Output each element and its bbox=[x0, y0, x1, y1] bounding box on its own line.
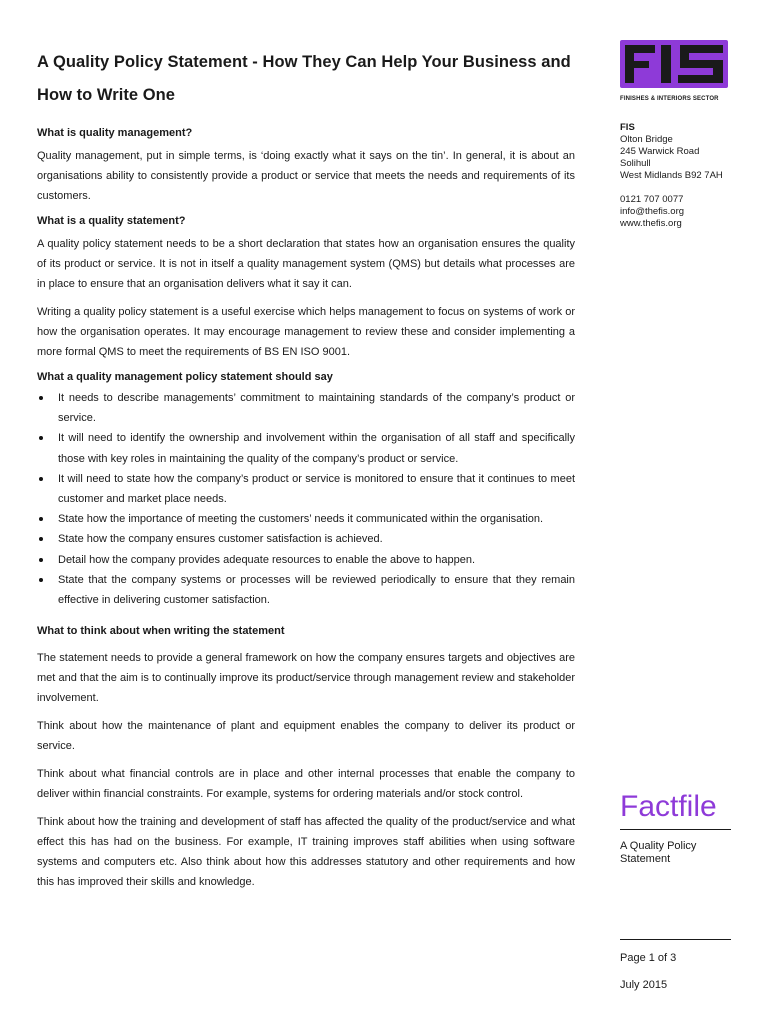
address-block bbox=[620, 134, 732, 182]
factfile-subtitle: A Quality Policy Statement bbox=[620, 840, 697, 865]
section-heading-quality-management: What is quality management? bbox=[37, 127, 193, 139]
contact-block bbox=[620, 194, 732, 230]
address-line: Solihull bbox=[620, 158, 651, 169]
sidebar bbox=[620, 40, 732, 230]
logo-tagline: FINISHES & INTERIORS SECTOR bbox=[620, 96, 719, 102]
bullet-list bbox=[37, 388, 575, 610]
list-item: State how the company ensures customer satisfaction is achieved. bbox=[37, 529, 575, 549]
website-link[interactable]: www.thefis.org bbox=[620, 218, 682, 229]
divider bbox=[620, 939, 731, 940]
paragraph: Think about how the training and development of staff has affected the quality of the product/service and what effect this has had on the business. For example, IT training improves staff abilities when using software systems and computers etc. Also think about how this addresses statutory and other requirements and how this has improved their skills and knowledge. bbox=[37, 816, 575, 889]
page-number: Page 1 of 3 bbox=[620, 952, 677, 964]
phone-number: 0121 707 0077 bbox=[620, 194, 684, 205]
address-line: West Midlands B92 7AH bbox=[620, 170, 723, 181]
paragraph: Writing a quality policy statement is a useful exercise which helps management to focus on systems of work or how the organisation operates. It may encourage management to review these and consider implementing a more formal QMS to meet the requirements of BS EN ISO 9001. bbox=[37, 306, 575, 358]
list-item: State that the company systems or processes will be reviewed periodically to ensure that they remain effective in delivering customer satisfaction. bbox=[37, 570, 575, 610]
factfile-title: Factfile bbox=[620, 790, 717, 823]
org-name: FIS bbox=[620, 122, 635, 133]
address-line: Olton Bridge bbox=[620, 134, 673, 145]
section-heading-policy-should-say: What a quality management policy statement should say bbox=[37, 371, 333, 383]
divider bbox=[620, 829, 731, 830]
paragraph: Quality management, put in simple terms, is ‘doing exactly what it says on the tin’. In general, it is about an organisations ability to consistently provide a product or service that meets the needs and requirements of its customers. bbox=[37, 150, 575, 202]
paragraph: Think about what financial controls are in place and other internal processes that enable the company to deliver within financial constraints. For example, systems for ordering materials and/or stock control. bbox=[37, 768, 575, 801]
section-heading-quality-statement: What is a quality statement? bbox=[37, 215, 186, 227]
paragraph: The statement needs to provide a general framework on how the company ensures targets and objectives are met and that the aim is to continually improve its product/service through management review and stakeholder involvement. bbox=[37, 652, 575, 705]
list-item: Detail how the company provides adequate resources to enable the above to happen. bbox=[37, 550, 575, 570]
list-item: It will need to identify the ownership and involvement within the organisation of all staff and specifically those with key roles in maintaining the quality of the company’s product or service. bbox=[37, 428, 575, 468]
document-title: A Quality Policy Statement - How They Can Help Your Business and How to Write One bbox=[37, 53, 571, 104]
paragraph: Think about how the maintenance of plant and equipment enables the company to deliver its product or service. bbox=[37, 720, 575, 753]
paragraph: A quality policy statement needs to be a short declaration that states how an organisation ensures the quality of its product or service. It is not in itself a quality management system (QMS) but details what processes are in place to ensure that an organisation delivers what it say it can. bbox=[37, 238, 575, 290]
fis-logo bbox=[620, 40, 728, 88]
list-item: It will need to state how the company’s product or service is monitored to ensure that it continues to meet customer and market place needs. bbox=[37, 469, 575, 509]
document-body bbox=[37, 46, 575, 900]
email-link[interactable]: info@thefis.org bbox=[620, 206, 685, 217]
address-line: 245 Warwick Road bbox=[620, 146, 700, 157]
list-item: State how the importance of meeting the customers’ needs it communicated within the organisation. bbox=[37, 509, 575, 529]
section-heading-what-to-think-about: What to think about when writing the statement bbox=[37, 625, 285, 638]
list-item: It needs to describe managements’ commitment to maintaining standards of the company’s product or service. bbox=[37, 388, 575, 428]
document-date: July 2015 bbox=[620, 979, 668, 991]
